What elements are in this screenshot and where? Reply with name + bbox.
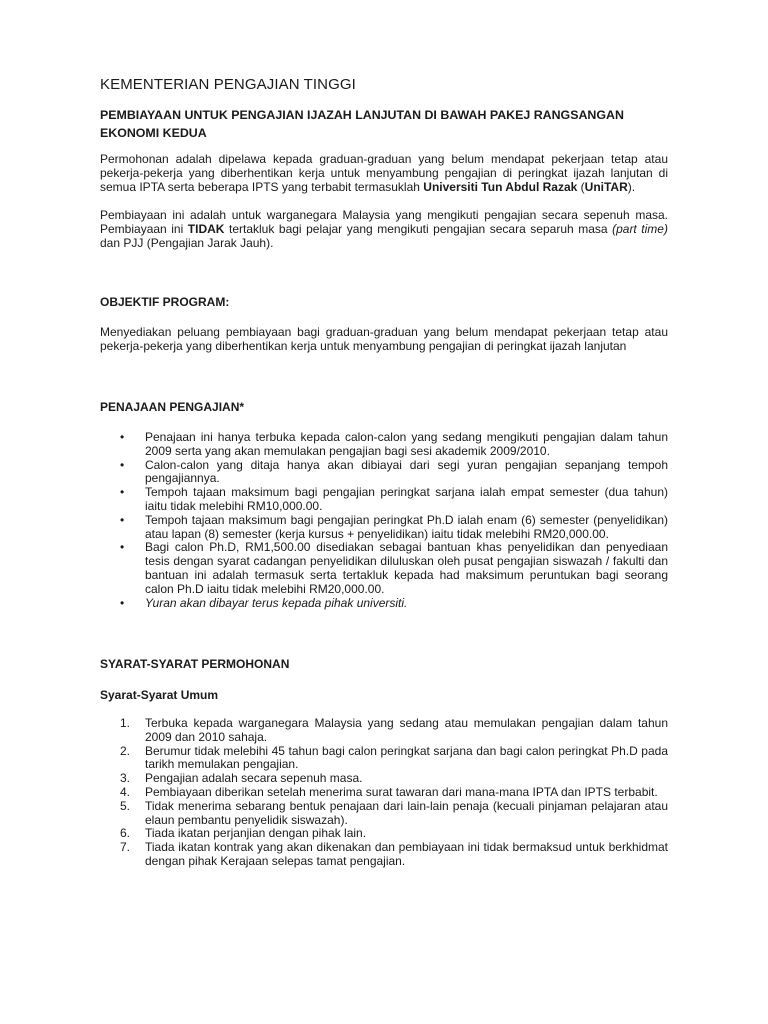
university-name: Universiti Tun Abdul Razak [423,180,578,194]
intro-p2-end: dan PJJ (Pengajian Jarak Jauh). [100,236,274,250]
list-item-text: Tempoh tajaan maksimum bagi pengajian peringkat Ph.D ialah enam (6) semester (penyelidikan) atau lapan (8) semester (kerja kursus + penyelidikan) iaitu tidak melebihi RM20,000.00. [145,512,668,541]
bullet-icon: • [120,485,125,500]
list-item [100,745,668,773]
list-item-text: Calon-calon yang ditaja hanya akan dibiayai dari segi yuran pengajian sepanjang tempoh pengajiannya. [145,457,668,486]
list-item-text: Berumur tidak melebihi 45 tahun bagi calon peringkat sarjana dan bagi calon peringkat Ph.D pada tarikh memulakan pengajian. [145,743,668,772]
list-item-text: Pembiayaan diberikan setelah menerima surat tawaran dari mana-mana IPTA dan IPTS terbabit. [145,784,658,799]
list-item-text: Bagi calon Ph.D, RM1,500.00 disediakan sebagai bantuan khas penyelidikan dan penyediaan tesis dengan syarat cadangan penyelidikan diluluskan oleh pusat pengajian siswazah / fakulti dan bantuan ini adalah termasuk serta tertakluk kepada had maksimum peruntukan bagi seorang calon Ph.D iaitu tidak melebihi RM20,000.00. [145,540,668,596]
list-item [100,800,668,828]
list-number: 5. [120,798,131,813]
list-item-text: Yuran akan dibayar terus kepada pihak universiti. [145,595,408,610]
list-item [100,597,668,611]
objektif-heading: OBJEKTIF PROGRAM: [100,295,230,309]
list-item [100,514,668,542]
intro-p2-mid: tertakluk bagi pelajar yang mengikuti pengajian secara separuh masa [224,222,613,236]
list-item [100,486,668,514]
syarat-list [100,717,668,869]
syarat-heading: SYARAT-SYARAT PERMOHONAN [100,657,290,671]
list-item [100,717,668,745]
list-number: 4. [120,784,131,799]
document-subtitle: PEMBIAYAAN UNTUK PENGAJIAN IJAZAH LANJUTAN DI BAWAH PAKEJ RANGSANGAN EKONOMI KEDUA [100,108,624,140]
document-title: KEMENTERIAN PENGAJIAN TINGGI [100,76,356,93]
penajaan-list [100,431,668,610]
objektif-paragraph: Menyediakan peluang pembiayaan bagi graduan-graduan yang belum mendapat pekerjaan tetap atau pekerja-pekerja yang diberhentikan kerja untuk menyambung pengajian di peringkat ijazah lanjutan [100,325,668,353]
bullet-icon: • [120,595,125,610]
list-item-text: Tiada ikatan kontrak yang akan dikenakan dan pembiayaan ini tidak bermaksud untuk berkhidmat dengan pihak Kerajaan selepas tamat pengajian. [145,840,668,868]
list-item-text: Tidak menerima sebarang bentuk penajaan dari lain-lain penaja (kecuali pinjaman pelajaran atau elaun pembantu penyelidik siswazah). [145,798,668,827]
tidak-emphasis: TIDAK [187,222,225,236]
intro-p1-end: ). [627,180,636,194]
list-number: 3. [120,771,131,786]
part-time-italic: (part time) [612,222,668,236]
bullet-icon: • [120,512,125,527]
list-item [100,786,668,800]
penajaan-heading: PENAJAAN PENGAJIAN* [100,400,245,414]
list-item [100,459,668,487]
intro-paragraph-2 [100,208,668,250]
list-item-text: Penajaan ini hanya terbuka kepada calon-calon yang sedang mengikuti pengajian dalam tahun 2009 serta yang akan memulakan pengajian bagi sesi akademik 2009/2010. [145,430,668,458]
intro-p2-text: Pembiayaan ini adalah untuk warganegara Malaysia yang mengikuti pengajian secara sepenuh masa. Pembiayaan ini [100,208,668,236]
bullet-icon: • [120,457,125,472]
list-item [100,827,668,841]
list-item-text: Pengajian adalah secara sepenuh masa. [145,771,363,786]
bullet-icon: • [120,430,125,444]
university-acronym: UniTAR [584,180,628,194]
list-item-text: Terbuka kepada warganegara Malaysia yang sedang atau memulakan pengajian dalam tahun 2009 dan 2010 sahaja. [145,716,668,744]
list-item [100,541,668,596]
list-item-text: Tempoh tajaan maksimum bagi pengajian peringkat sarjana ialah empat semester (dua tahun) iaitu tidak melebihi RM10,000.00. [145,485,668,513]
list-number: 1. [120,716,131,730]
list-item [100,772,668,786]
list-item-text: Tiada ikatan perjanjian dengan pihak lain. [145,826,367,841]
bullet-icon: • [120,540,125,555]
syarat-subheading: Syarat-Syarat Umum [100,688,219,702]
intro-p1-mid: ( [577,180,585,194]
list-number: 6. [120,826,131,841]
list-number: 7. [120,840,131,855]
intro-paragraph-1 [100,152,668,194]
list-item [100,841,668,869]
list-item [100,431,668,459]
intro-p1-text: Permohonan adalah dipelawa kepada graduan-graduan yang belum mendapat pekerjaan tetap atau pekerja-pekerja yang diberhentikan kerja untuk menyambung pengajian di peringkat ijazah lanjutan di semua IPTA serta beberapa IPTS yang terbabit termasuklah [100,152,668,194]
list-number: 2. [120,743,131,758]
